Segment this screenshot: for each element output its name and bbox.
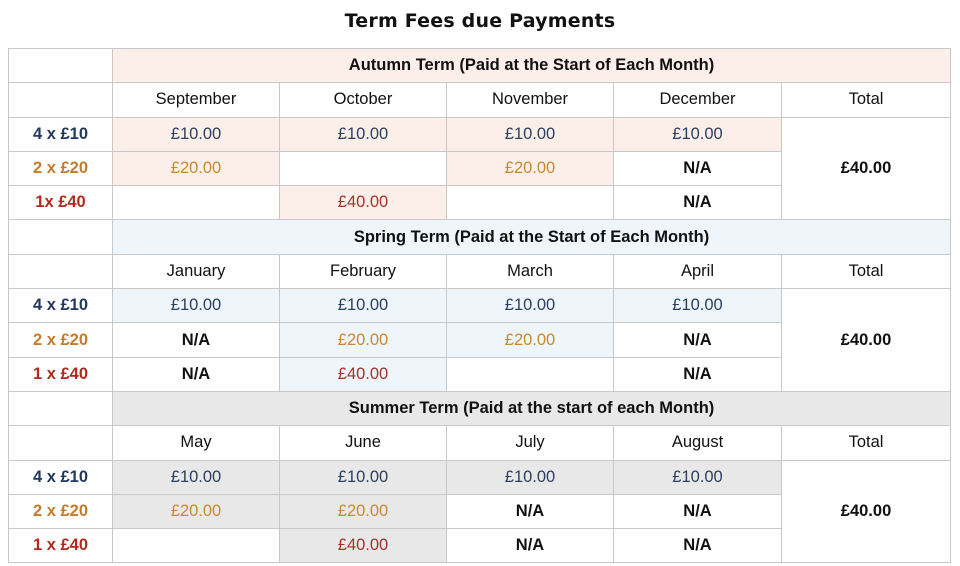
row-label: 1 x £40 (9, 357, 113, 391)
row-label: 4 x £10 (9, 289, 113, 323)
month-header: October (280, 83, 447, 117)
payment-cell: £20.00 (113, 494, 280, 528)
payment-cell: £20.00 (113, 151, 280, 185)
empty-cell (447, 186, 614, 220)
row-label: 4 x £10 (9, 117, 113, 151)
na-cell: N/A (447, 494, 614, 528)
row-label: 1x £40 (9, 186, 113, 220)
month-header-row (9, 83, 951, 117)
term-total: £40.00 (782, 289, 951, 392)
empty-cell (113, 186, 280, 220)
na-cell: N/A (614, 357, 782, 391)
payment-cell: £20.00 (447, 151, 614, 185)
term-name-autumn: Autumn Term (Paid at the Start of Each Month) (113, 49, 951, 83)
payment-row-4x10 (9, 289, 951, 323)
payment-cell: £10.00 (447, 289, 614, 323)
payment-cell: £10.00 (280, 289, 447, 323)
empty-cell (280, 151, 447, 185)
month-header: August (614, 426, 782, 460)
payment-cell: £10.00 (447, 117, 614, 151)
row-label: 2 x £20 (9, 151, 113, 185)
month-header-row (9, 426, 951, 460)
term-header-row (9, 220, 951, 254)
blank-cell (9, 220, 113, 254)
payment-cell: £10.00 (614, 117, 782, 151)
row-label: 4 x £10 (9, 460, 113, 494)
payment-cell: £40.00 (280, 186, 447, 220)
payment-cell: £10.00 (113, 460, 280, 494)
fees-table (8, 48, 951, 563)
row-label: 2 x £20 (9, 494, 113, 528)
payment-cell: £10.00 (614, 289, 782, 323)
payment-row-4x10 (9, 117, 951, 151)
page-title: Term Fees due Payments (344, 10, 616, 32)
term-name-spring: Spring Term (Paid at the Start of Each Month) (113, 220, 951, 254)
term-name-summer: Summer Term (Paid at the start of each Month) (113, 391, 951, 425)
month-header: January (113, 254, 280, 288)
term-total: £40.00 (782, 460, 951, 563)
blank-cell (9, 49, 113, 83)
payment-cell: £10.00 (280, 117, 447, 151)
payment-cell: £10.00 (614, 460, 782, 494)
payment-cell: £20.00 (280, 323, 447, 357)
blank-cell (9, 254, 113, 288)
term-header-row (9, 391, 951, 425)
month-header: December (614, 83, 782, 117)
month-header: March (447, 254, 614, 288)
empty-cell (113, 529, 280, 563)
month-header: May (113, 426, 280, 460)
payment-cell: £40.00 (280, 357, 447, 391)
na-cell: N/A (113, 323, 280, 357)
na-cell: N/A (614, 151, 782, 185)
month-header: June (280, 426, 447, 460)
month-header: February (280, 254, 447, 288)
month-header: November (447, 83, 614, 117)
total-header: Total (782, 254, 951, 288)
empty-cell (447, 357, 614, 391)
blank-cell (9, 83, 113, 117)
payment-cell: £10.00 (280, 460, 447, 494)
payment-cell: £20.00 (447, 323, 614, 357)
payment-cell: £10.00 (113, 289, 280, 323)
payment-cell: £10.00 (447, 460, 614, 494)
term-total: £40.00 (782, 117, 951, 220)
month-header-row (9, 254, 951, 288)
na-cell: N/A (113, 357, 280, 391)
na-cell: N/A (614, 186, 782, 220)
term-header-row (9, 49, 951, 83)
na-cell: N/A (614, 529, 782, 563)
month-header: July (447, 426, 614, 460)
total-header: Total (782, 426, 951, 460)
payment-cell: £10.00 (113, 117, 280, 151)
payment-cell: £20.00 (280, 494, 447, 528)
na-cell: N/A (614, 323, 782, 357)
month-header: April (614, 254, 782, 288)
na-cell: N/A (614, 494, 782, 528)
row-label: 1 x £40 (9, 529, 113, 563)
row-label: 2 x £20 (9, 323, 113, 357)
total-header: Total (782, 83, 951, 117)
payment-row-4x10 (9, 460, 951, 494)
payment-cell: £40.00 (280, 529, 447, 563)
blank-cell (9, 426, 113, 460)
month-header: September (113, 83, 280, 117)
blank-cell (9, 391, 113, 425)
na-cell: N/A (447, 529, 614, 563)
